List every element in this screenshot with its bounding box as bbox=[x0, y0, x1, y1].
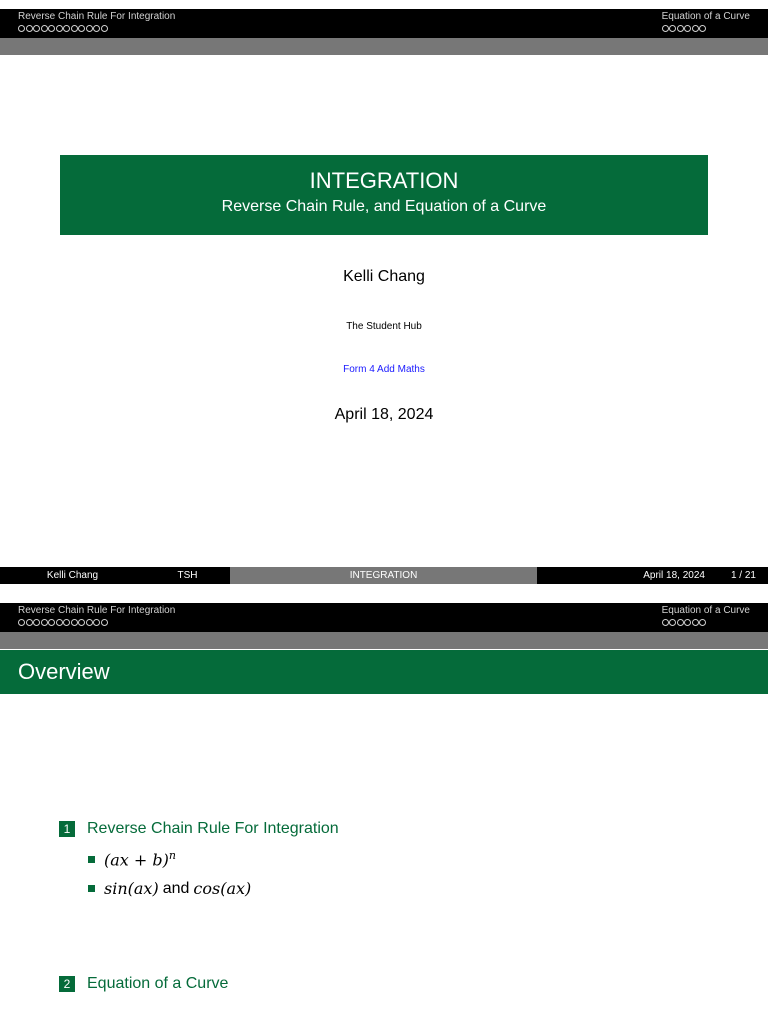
math-sin-ax: sin(ax) bbox=[104, 879, 159, 898]
nav-dot-icon[interactable] bbox=[26, 619, 33, 626]
nav-dot-icon[interactable] bbox=[48, 25, 55, 32]
math-ax-plus-b-power-n bbox=[104, 849, 176, 869]
footer-date-page bbox=[537, 567, 768, 584]
nav-dot-icon[interactable] bbox=[33, 25, 40, 32]
nav-dot-icon[interactable] bbox=[699, 619, 706, 626]
square-bullet-icon bbox=[88, 856, 95, 863]
author-name: Kelli Chang bbox=[343, 268, 425, 285]
footer-date: April 18, 2024 bbox=[643, 570, 705, 581]
nav-section-reverse-chain[interactable] bbox=[18, 605, 175, 627]
nav-section-label: Equation of a Curve bbox=[661, 605, 750, 616]
nav-dot-icon[interactable] bbox=[33, 619, 40, 626]
gray-strip bbox=[0, 38, 768, 55]
nav-dot-icon[interactable] bbox=[26, 25, 33, 32]
nav-section-equation-curve[interactable] bbox=[662, 605, 750, 627]
nav-dot-icon[interactable] bbox=[48, 619, 55, 626]
nav-dots bbox=[18, 24, 175, 33]
nav-dot-icon[interactable] bbox=[93, 619, 100, 626]
math-base: (ax + b) bbox=[104, 850, 169, 870]
math-cos-ax: cos(ax) bbox=[193, 879, 252, 898]
nav-dots bbox=[18, 618, 175, 627]
presentation-title: INTEGRATION bbox=[309, 168, 459, 193]
nav-dot-icon[interactable] bbox=[101, 619, 108, 626]
nav-dot-icon[interactable] bbox=[63, 25, 70, 32]
nav-dot-icon[interactable] bbox=[669, 25, 676, 32]
nav-dot-icon[interactable] bbox=[41, 619, 48, 626]
course-link[interactable]: Form 4 Add Maths bbox=[343, 364, 425, 375]
nav-dot-icon[interactable] bbox=[71, 25, 78, 32]
overview-slide bbox=[0, 592, 768, 1024]
nav-section-label: Reverse Chain Rule For Integration bbox=[18, 605, 176, 616]
nav-dot-icon[interactable] bbox=[18, 25, 25, 32]
footer-title: INTEGRATION bbox=[230, 567, 537, 584]
nav-section-label: Reverse Chain Rule For Integration bbox=[18, 11, 176, 22]
nav-dot-icon[interactable] bbox=[93, 25, 100, 32]
nav-dots bbox=[662, 618, 750, 627]
toc-section-title: Equation of a Curve bbox=[87, 975, 229, 992]
nav-dot-icon[interactable] bbox=[18, 619, 25, 626]
institute-name: The Student Hub bbox=[346, 321, 422, 332]
nav-dot-icon[interactable] bbox=[41, 25, 48, 32]
nav-dot-icon[interactable] bbox=[78, 619, 85, 626]
nav-dot-icon[interactable] bbox=[78, 25, 85, 32]
square-bullet-icon bbox=[88, 885, 95, 892]
nav-dot-icon[interactable] bbox=[86, 619, 93, 626]
nav-dot-icon[interactable] bbox=[71, 619, 78, 626]
nav-dots bbox=[662, 24, 750, 33]
toc-subsection-1[interactable] bbox=[88, 849, 176, 869]
math-exponent: n bbox=[168, 849, 176, 862]
nav-dot-icon[interactable] bbox=[101, 25, 108, 32]
nav-dot-icon[interactable] bbox=[684, 619, 691, 626]
toc-subsection-2[interactable] bbox=[88, 879, 251, 898]
nav-dot-icon[interactable] bbox=[677, 25, 684, 32]
nav-dot-icon[interactable] bbox=[662, 619, 669, 626]
nav-dot-icon[interactable] bbox=[692, 619, 699, 626]
nav-section-equation-curve[interactable] bbox=[662, 11, 750, 33]
presentation-subtitle: Reverse Chain Rule, and Equation of a Curve bbox=[221, 198, 547, 215]
section-number-badge: 2 bbox=[59, 976, 75, 992]
toc-section-title: Reverse Chain Rule For Integration bbox=[87, 820, 339, 837]
nav-dot-icon[interactable] bbox=[56, 619, 63, 626]
footer-author: Kelli Chang bbox=[0, 567, 145, 584]
section-number-badge: 1 bbox=[59, 821, 75, 837]
nav-dot-icon[interactable] bbox=[669, 619, 676, 626]
footer-institute: TSH bbox=[145, 567, 230, 584]
nav-dot-icon[interactable] bbox=[699, 25, 706, 32]
nav-dot-icon[interactable] bbox=[86, 25, 93, 32]
headline-nav bbox=[0, 603, 768, 632]
gray-strip bbox=[0, 632, 768, 649]
nav-dot-icon[interactable] bbox=[692, 25, 699, 32]
nav-section-reverse-chain[interactable] bbox=[18, 11, 175, 33]
toc-section-1[interactable] bbox=[59, 820, 339, 838]
nav-section-label: Equation of a Curve bbox=[661, 11, 750, 22]
conjunction-and: and bbox=[162, 879, 190, 897]
toc-section-2[interactable] bbox=[59, 975, 228, 993]
footline bbox=[0, 567, 768, 584]
presentation-date: April 18, 2024 bbox=[334, 406, 434, 423]
nav-dot-icon[interactable] bbox=[63, 619, 70, 626]
frame-title: Overview bbox=[0, 650, 768, 694]
nav-dot-icon[interactable] bbox=[662, 25, 669, 32]
nav-dot-icon[interactable] bbox=[56, 25, 63, 32]
nav-dot-icon[interactable] bbox=[677, 619, 684, 626]
headline-nav bbox=[0, 9, 768, 38]
title-box bbox=[60, 155, 708, 235]
footer-page-number: 1 / 21 bbox=[730, 570, 756, 581]
nav-dot-icon[interactable] bbox=[684, 25, 691, 32]
